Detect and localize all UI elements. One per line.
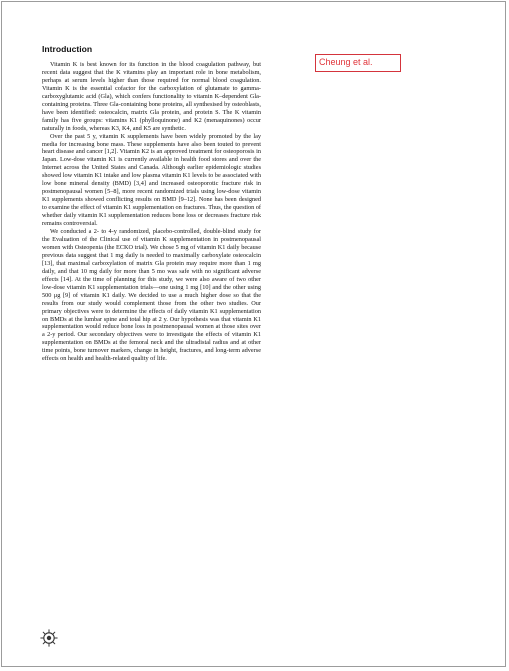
text-column (42, 44, 261, 363)
paragraph-2: Over the past 5 y, vitamin K supplements have been widely promoted by the lay media for increasing bone mass. These supplements have also been touted to prevent heart disease and cancer [1,2]. Vitamin K2 is an approved treatment for osteoporosis in Japan. Low-dose vitamin K1 is currently available in health food stores and over the Internet across the United States and Canada. Although earlier epidemiologic studies showed low vitamin K1 intake and low plasma vitamin K1 levels to be associated with low bone mineral density (BMD) [3,4] and increased osteoporotic fracture risk in postmenopausal women [5–8], more recent randomized trials using low-dose vitamin K1 supplements showed conflicting results on BMD [9–12]. None has been designed to examine the effect of vitamin K1 supplementation on fractures. Thus, the question of whether daily vitamin K1 supplementation reduces bone loss or decreases fracture risk remains controversial. (42, 132, 261, 228)
author-annotation-box[interactable]: Cheung et al. (315, 54, 401, 72)
paragraph-3: We conducted a 2- to 4-y randomized, placebo-controlled, double-blind study for the Evaluation of the Clinical use of vitamin K supplementation in postmenopausal women with Osteopenia (the ECKO trial). We chose 5 mg of vitamin K1 daily because previous data suggest that 1 mg daily is needed to maximally carboxylate osteocalcin [13], that maximal carboxylation of matrix Gla protein may require more than 1 mg daily, and that 10 mg daily for more than 5 mo was safe with no significant adverse effects [14]. At the time of planning for this study, we were also aware of two other low-dose vitamin K1 supplementation trials—one using 1 mg [10] and the other using 500 μg [9] of vitamin K1 daily. We decided to use a much higher dose so that the results from our study would complement those from the other two studies. Our primary objectives were to determine the effects of daily vitamin K1 supplementation on BMDs at the lumbar spine and total hip at 2 y. Our hypothesis was that vitamin K1 supplementation would reduce bone loss in postmenopausal women at those sites over a 2-y period. Our secondary objectives were to investigate the effects of vitamin K1 supplementation on BMDs at the femoral neck and the ultradistal radius and at other time points, bone turnover markers, change in height, fractures, and long-term adverse effects on health and health-related quality of life. (42, 228, 261, 363)
section-heading: Introduction (42, 44, 93, 54)
document-page (1, 1, 506, 667)
paragraph-1: Vitamin K is best known for its function in the blood coagulation pathway, but recent data suggest that the K vitamins play an important role in bone metabolism, perhaps at serum levels higher than those required for normal blood coagulation. Vitamin K is the essential cofactor for the carboxylation of glutamate to gamma-carboxyglutamic acid (Gla), which confers functionality to vitamin K–dependent Gla-containing proteins. Three Gla-containing bone proteins, all synthesised by osteoblasts, have been identified: osteocalcin, matrix Gla protein, and protein S. The K vitamin family has five groups: vitamins K1 (phylloquinone) and K2 (menaquinones) occur naturally in foods, whereas K3, K4, and K5 are synthetic. (42, 61, 261, 132)
publisher-logo-icon (40, 629, 58, 647)
